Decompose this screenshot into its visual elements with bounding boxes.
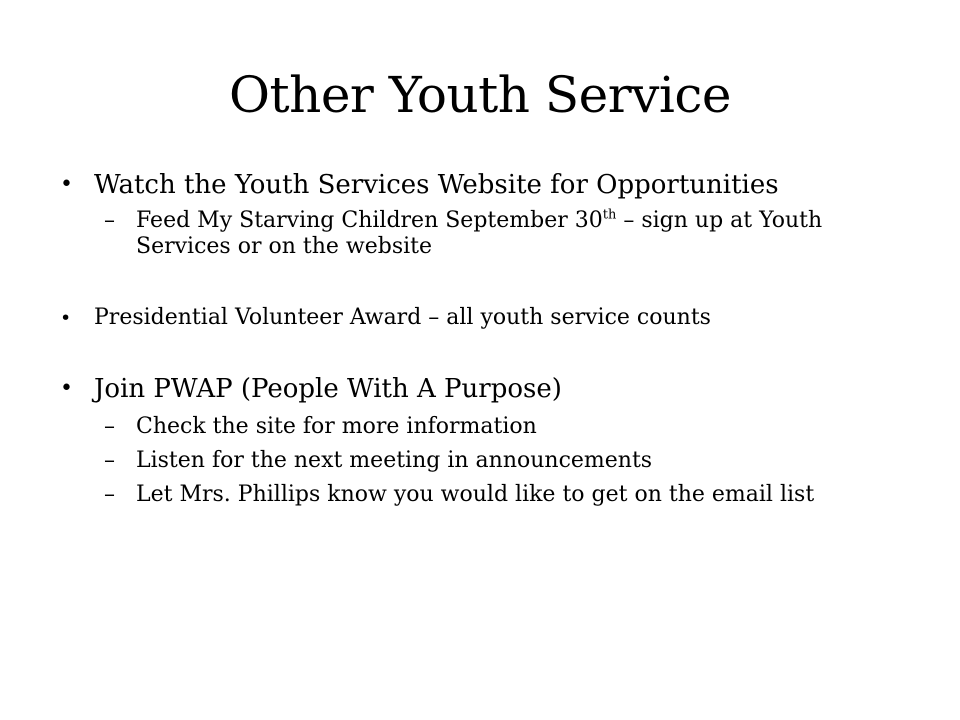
dash-icon: – [104,482,115,507]
sub-item-listen-meeting [60,448,900,474]
sub-item-email-list [60,482,900,508]
sub-item-text-after: – sign up at Youth Services or on the website [136,208,823,259]
bullet-item-presidential-award [60,304,900,332]
sub-item-feed-my-starving-children [60,208,900,260]
sub-item-check-site [60,414,900,440]
sub-item-text: Let Mrs. Phillips know you would like to get on the email list [136,482,815,507]
bullet-item-website [60,170,900,200]
sub-item-text: Check the site for more information [136,414,537,439]
dash-icon: – [104,448,115,473]
bullet-icon: • [60,376,73,401]
bullet-item-join-pwap [60,374,900,404]
dash-icon: – [104,414,115,439]
bullet-text: Watch the Youth Services Website for Opportunities [94,170,779,200]
sub-item-text-before: Feed My Starving Children September 30 [136,208,603,233]
bullet-text: Join PWAP (People With A Purpose) [94,374,562,404]
dash-icon: – [104,208,115,233]
slide-body [60,170,900,508]
sub-item-text: Listen for the next meeting in announcements [136,448,653,473]
bullet-icon: • [60,307,72,329]
slide-title: Other Youth Service [229,66,731,124]
bullet-text: Presidential Volunteer Award – all youth service counts [94,305,711,330]
bullet-icon: • [60,172,73,197]
ordinal-suffix: th [602,207,617,223]
